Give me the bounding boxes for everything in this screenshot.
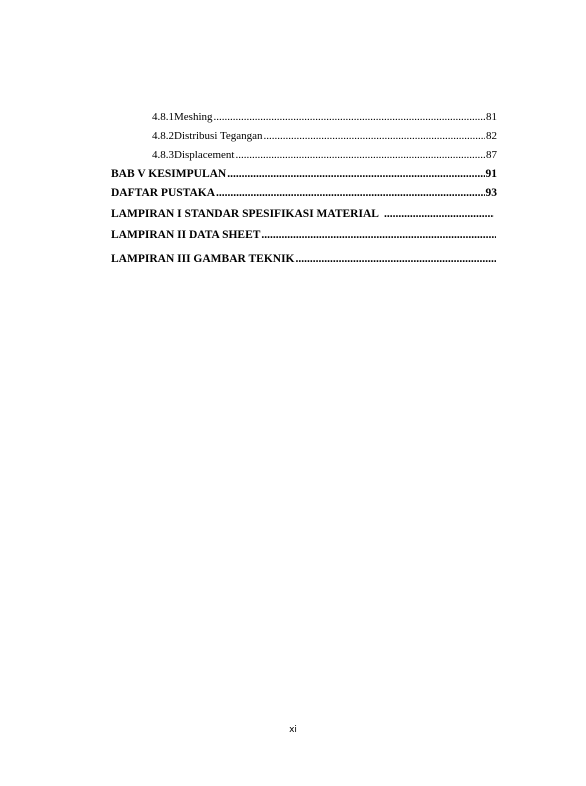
toc-entry-title: Meshing	[174, 111, 213, 123]
toc-leader-dots	[227, 166, 484, 182]
page-number: xi	[289, 725, 297, 735]
toc-entry-daftar-pustaka	[111, 185, 497, 201]
toc-entry-4-8-1	[152, 109, 497, 125]
toc-entry-title: Displacement	[174, 149, 235, 161]
toc-leader-dots	[295, 251, 496, 267]
toc-entry-4-8-3	[152, 147, 497, 163]
toc-entry-lampiran-ii	[111, 227, 497, 243]
toc-entry-lampiran-i	[111, 206, 495, 222]
toc-entry-lampiran-iii	[111, 251, 497, 267]
toc-entry-title: LAMPIRAN III GAMBAR TEKNIK	[111, 253, 295, 265]
toc-leader-dots	[235, 147, 485, 163]
toc-entry-number: 4.8.1	[152, 111, 174, 123]
toc-entry-title: DAFTAR PUSTAKA	[111, 187, 216, 199]
toc-entry-page: 82	[486, 130, 497, 142]
toc-leader-dots	[384, 206, 494, 222]
toc-entry-title: BAB V KESIMPULAN	[111, 168, 227, 180]
toc-leader-dots	[214, 109, 486, 125]
toc-entry-bab-v	[111, 166, 497, 182]
toc-entry-title: LAMPIRAN I STANDAR SPESIFIKASI MATERIAL	[111, 208, 379, 220]
toc-leader-dots	[216, 185, 484, 201]
toc-entry-number: 4.8.3	[152, 149, 174, 161]
toc-entry-page: 93	[485, 187, 497, 199]
toc-entry-title: Distribusi Tegangan	[174, 130, 263, 142]
toc-entry-number: 4.8.2	[152, 130, 174, 142]
toc-leader-dots	[264, 128, 485, 144]
toc-entry-page: 91	[485, 168, 497, 180]
toc-entry-page: 87	[486, 149, 497, 161]
toc-entry-4-8-2	[152, 128, 497, 144]
toc-entry-title: LAMPIRAN II DATA SHEET	[111, 229, 261, 241]
toc-entry-page: 81	[486, 111, 497, 123]
toc-leader-dots	[261, 227, 496, 243]
